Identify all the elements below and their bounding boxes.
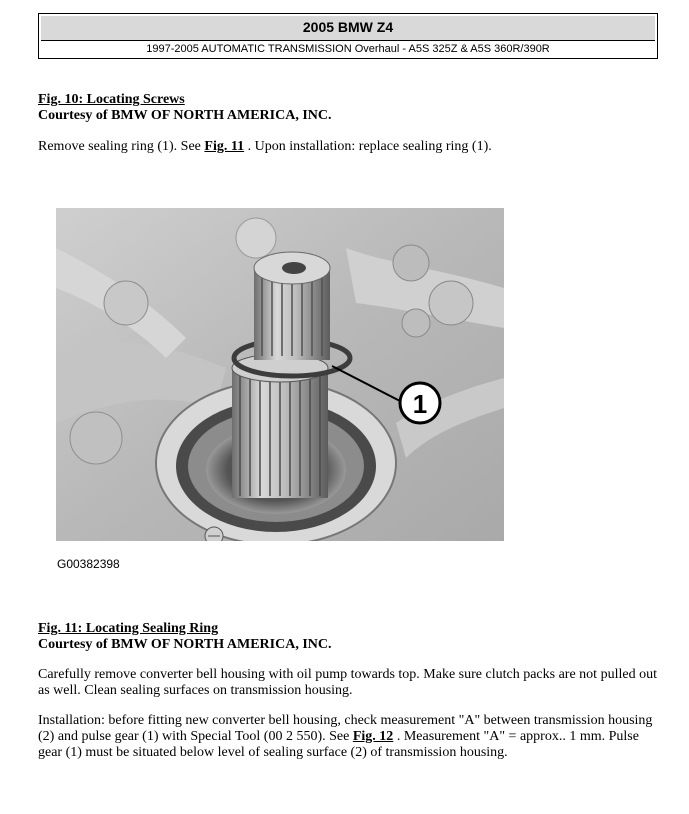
paragraph-remove-bell-housing: Carefully remove converter bell housing with oil pump towards top. Make sure clutch packs are not pulled out as well. Clean sealing surfaces on transmission housing. <box>38 667 657 698</box>
figure-id: G00382398 <box>57 557 120 571</box>
fig10-caption <box>38 92 332 124</box>
fig11-courtesy: Courtesy of BMW OF NORTH AMERICA, INC. <box>38 637 332 652</box>
paragraph-installation: Installation: before fitting new converter bell housing, check measurement "A" between transmission housing (2) and pulse gear (1) with Special Tool (00 2 550). See Fig. 12 . Measurement "A" = approx.. 1 mm. Pulse gear (1) must be situated below level of sealing surface (2) of transmission housing. <box>38 713 653 760</box>
header-title: 2005 BMW Z4 <box>41 16 655 41</box>
fig10-title: Fig. 10: Locating Screws <box>38 92 185 107</box>
callout-label: 1 <box>412 389 428 419</box>
fig10-courtesy: Courtesy of BMW OF NORTH AMERICA, INC. <box>38 108 332 123</box>
fig11-link[interactable]: Fig. 11 <box>204 139 245 154</box>
transmission-photo <box>56 208 504 541</box>
transmission-figure <box>56 208 504 541</box>
fig11-title: Fig. 11: Locating Sealing Ring <box>38 621 219 636</box>
fig12-link[interactable]: Fig. 12 <box>352 729 394 744</box>
paragraph-remove-sealing-ring: Remove sealing ring (1). See Fig. 11 . Upon installation: replace sealing ring (1). <box>38 139 492 154</box>
document-header <box>38 13 658 59</box>
fig11-caption <box>38 621 332 653</box>
header-subtitle: 1997-2005 AUTOMATIC TRANSMISSION Overhaul - A5S 325Z & A5S 360R/390R <box>146 43 550 55</box>
